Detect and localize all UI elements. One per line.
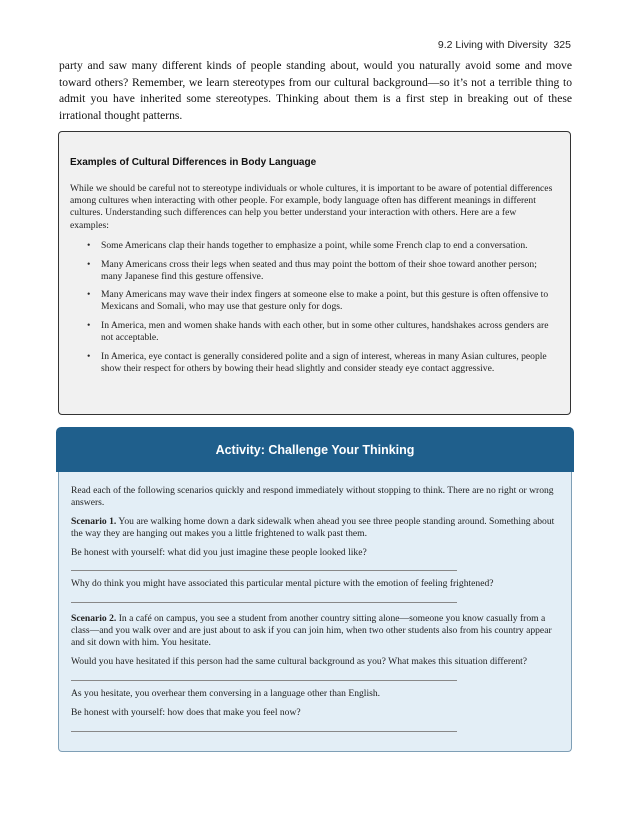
list-item — [87, 289, 557, 313]
page-number: 325 — [553, 39, 571, 51]
list-item — [87, 259, 557, 283]
scenario-2-label: Scenario 2. — [71, 613, 117, 624]
list-item-text: Some Americans clap their hands together to emphasize a point, while some French clap to end a conversation. — [101, 240, 528, 251]
question-4: As you hesitate, you overhear them conversing in a language other than English. — [71, 688, 381, 699]
activity-header — [56, 427, 574, 472]
answer-line-4[interactable] — [71, 731, 457, 732]
list-item-text: Many Americans may wave their index fingers at someone else to make a point, but this gesture is often offensive to Mexicans and Somali, who may use that gesture only for dogs. — [101, 289, 549, 313]
bullet-icon: • — [87, 240, 91, 251]
scenario-1-label: Scenario 1. — [71, 516, 117, 527]
activity-intro: Read each of the following scenarios quickly and respond immediately without stopping to think. There are no right or wrong answers. — [71, 485, 554, 509]
sidebar-intro: While we should be careful not to stereotype individuals or whole cultures, it is important to be aware of potential differences among cultures when interacting with other people. For example, body language often has different meanings in different cultures. Understanding such differences can help you better understand your interaction with others. Here are a few examples: — [70, 183, 553, 231]
body-language-sidebar — [58, 131, 571, 415]
list-item-text: In America, men and women shake hands with each other, but in some other cultures, handshakes across genders are not acceptable. — [101, 319, 549, 344]
question-3: Would you have hesitated if this person had the same cultural background as you? What makes this situation different? — [71, 656, 528, 667]
answer-line-1[interactable] — [71, 570, 457, 571]
running-head-title: 9.2 Living with Diversity — [437, 39, 548, 51]
scenario-1 — [71, 516, 561, 540]
list-item — [87, 320, 557, 344]
bullet-icon: • — [87, 258, 91, 270]
activity-title: Activity: Challenge Your Thinking — [215, 442, 415, 457]
question-1: Be honest with yourself: what did you just imagine these people looked like? — [71, 547, 367, 558]
activity-panel — [58, 472, 572, 752]
question-5: Be honest with yourself: how does that make you feel now? — [71, 707, 301, 718]
list-item — [87, 240, 557, 252]
bullet-icon: • — [87, 350, 91, 362]
intro-paragraph: party and saw many different kinds of people standing about, would you naturally avoid some and move toward others? Remember, we learn stereotypes from our cultural background—so it’s not a terrible thing to admit you have inherited some stereotypes. Thinking about them is a first step in breaking out of these irrational thought patterns. — [59, 59, 572, 122]
bullet-icon: • — [87, 289, 91, 301]
activity-box — [56, 427, 574, 752]
list-item-text: Many Americans cross their legs when seated and thus may point the bottom of their shoe toward another person; many Japanese find this gesture offensive. — [101, 258, 537, 282]
sidebar-list — [87, 240, 557, 381]
bullet-icon: • — [87, 319, 91, 331]
sidebar-title: Examples of Cultural Differences in Body Language — [70, 157, 317, 168]
scenario-2-text: In a café on campus, you see a student from another country sitting alone—someone you know casually from a class—and you walk over and are just about to ask if you can join him, when two other students also from his country appear and sit down with him. You hesitate. — [71, 613, 552, 649]
question-2: Why do think you might have associated this particular mental picture with the emotion of feeling frightened? — [71, 578, 494, 589]
scenario-2 — [71, 613, 561, 650]
answer-line-3[interactable] — [71, 680, 457, 681]
list-item — [87, 351, 557, 375]
answer-line-2[interactable] — [71, 602, 457, 603]
running-head — [438, 39, 571, 51]
list-item-text: In America, eye contact is generally considered polite and a sign of interest, whereas in many Asian cultures, people show their respect for others by bowing their head slightly and consider steady eye contact aggressive. — [101, 350, 547, 374]
scenario-1-text: You are walking home down a dark sidewalk when ahead you see three people standing around. Something about the way they are hanging out makes you a little frightened to walk past them. — [71, 516, 555, 540]
